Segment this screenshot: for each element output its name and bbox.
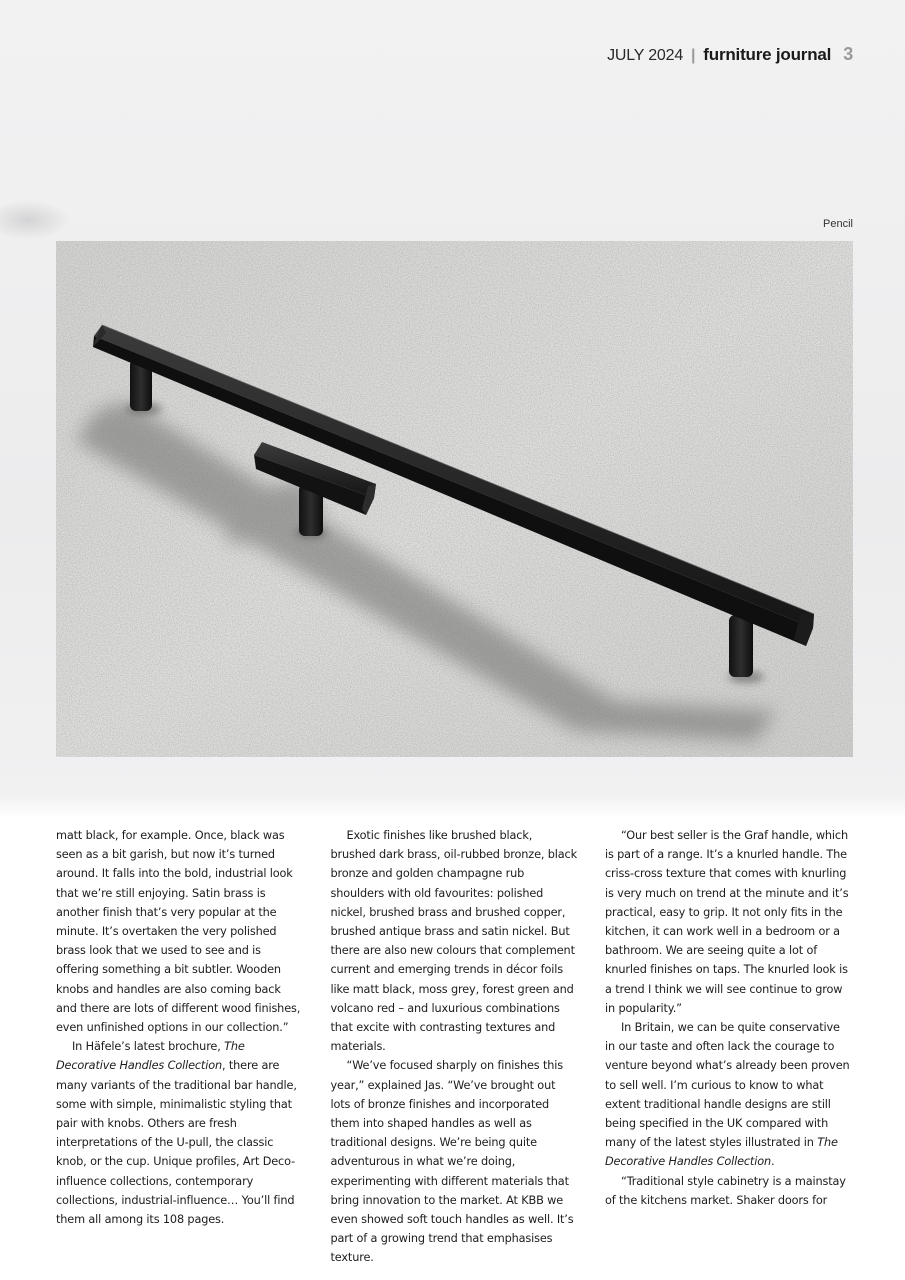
paragraph (331, 826, 579, 1056)
handles-photo-illustration (56, 241, 853, 757)
text-run: “Traditional style cabinetry is a mainstay of the kitchens market. Shaker doors for (605, 1174, 846, 1207)
page-header (607, 44, 853, 65)
text-run: matt black, for example. Once, black was seen as a bit garish, but now it’s turned around. It falls into the bold, industrial look that we’re still enjoying. Satin brass is another finish that’s very popular at the minute. It’s overtaken the very polished brass look that we used to see and is offering something a bit subtler. Wooden knobs and handles are also coming back and there are lots of different wood finishes, even unfinished options in our collection.” (56, 829, 301, 1035)
text-run: In Häfele’s latest brochure, (72, 1040, 225, 1054)
italic-title: The Decorative Handles Collection (56, 1040, 245, 1073)
text-run: Exotic finishes like brushed black, brushed dark brass, oil-rubbed bronze, black bronze and golden champagne rub shoulders with old favourites: polished nickel, brushed brass and brushed copper, brushed antique brass and satin nickel. But there are also new colours that complement current and emerging trends in décor foils like matt black, moss grey, forest green and volcano red – and luxurious combinations that excite with contrasting textures and materials. (330, 829, 578, 1054)
product-photo (56, 241, 853, 757)
text-column-3 (605, 826, 853, 1268)
background-smudge (0, 200, 70, 240)
header-separator: | (691, 47, 696, 64)
photo-credit: Pencil (823, 218, 853, 230)
issue-date: JULY 2024 (607, 47, 684, 64)
paragraph (331, 1056, 579, 1267)
paragraph (56, 1037, 304, 1229)
page-number: 3 (843, 44, 853, 64)
paragraph (56, 826, 304, 1037)
paragraph (605, 826, 853, 1018)
publication-name: furniture journal (703, 45, 832, 64)
article-body (56, 826, 853, 1268)
text-run: . (770, 1155, 775, 1169)
text-column-2 (331, 826, 579, 1268)
paragraph (605, 1172, 853, 1210)
paragraph (605, 1018, 853, 1172)
text-run: “We’ve focused sharply on finishes this year,” explained Jas. “We’ve brought out lots of bronze finishes and incorporated them into shaped handles as well as traditional designs. We’re being quite adventurous in what we’re doing, experimenting with different materials that bring innovation to the market. At KBB we even showed soft touch handles as well. It’s part of a growing trend that emphasises texture. (330, 1059, 574, 1265)
italic-title: The Decorative Handles Collection (605, 1136, 838, 1169)
text-run: , there are many variants of the traditional bar handle, some with simple, minimalistic styling that pair with knobs. Others are fresh interpretations of the U-pull, the classic knob, or the cup. Unique profiles, Art Deco-influence collections, contemporary collections, industrial-influence… You’ll find them all among its 108 pages. (56, 1059, 297, 1227)
bar-handle-post-right (729, 615, 753, 677)
text-column-1 (56, 826, 304, 1268)
text-run: “Our best seller is the Graf handle, which is part of a range. It’s a knurled handle. The criss-cross texture that comes with knurling is very much on trend at the minute and it’s practical, easy to grip. It not only fits in the kitchen, it can work well in a bedroom or a bathroom. We are seeing quite a lot of knurled finishes on taps. The knurled look is a trend I think we will see continue to grow in popularity.” (605, 829, 849, 1015)
text-run: In Britain, we can be quite conservative in our taste and often lack the courage to venture beyond what’s already been proven to sell well. I’m curious to know to what extent traditional handle designs are still being specified in the UK compared with many of the latest styles illustrated in (605, 1021, 850, 1150)
